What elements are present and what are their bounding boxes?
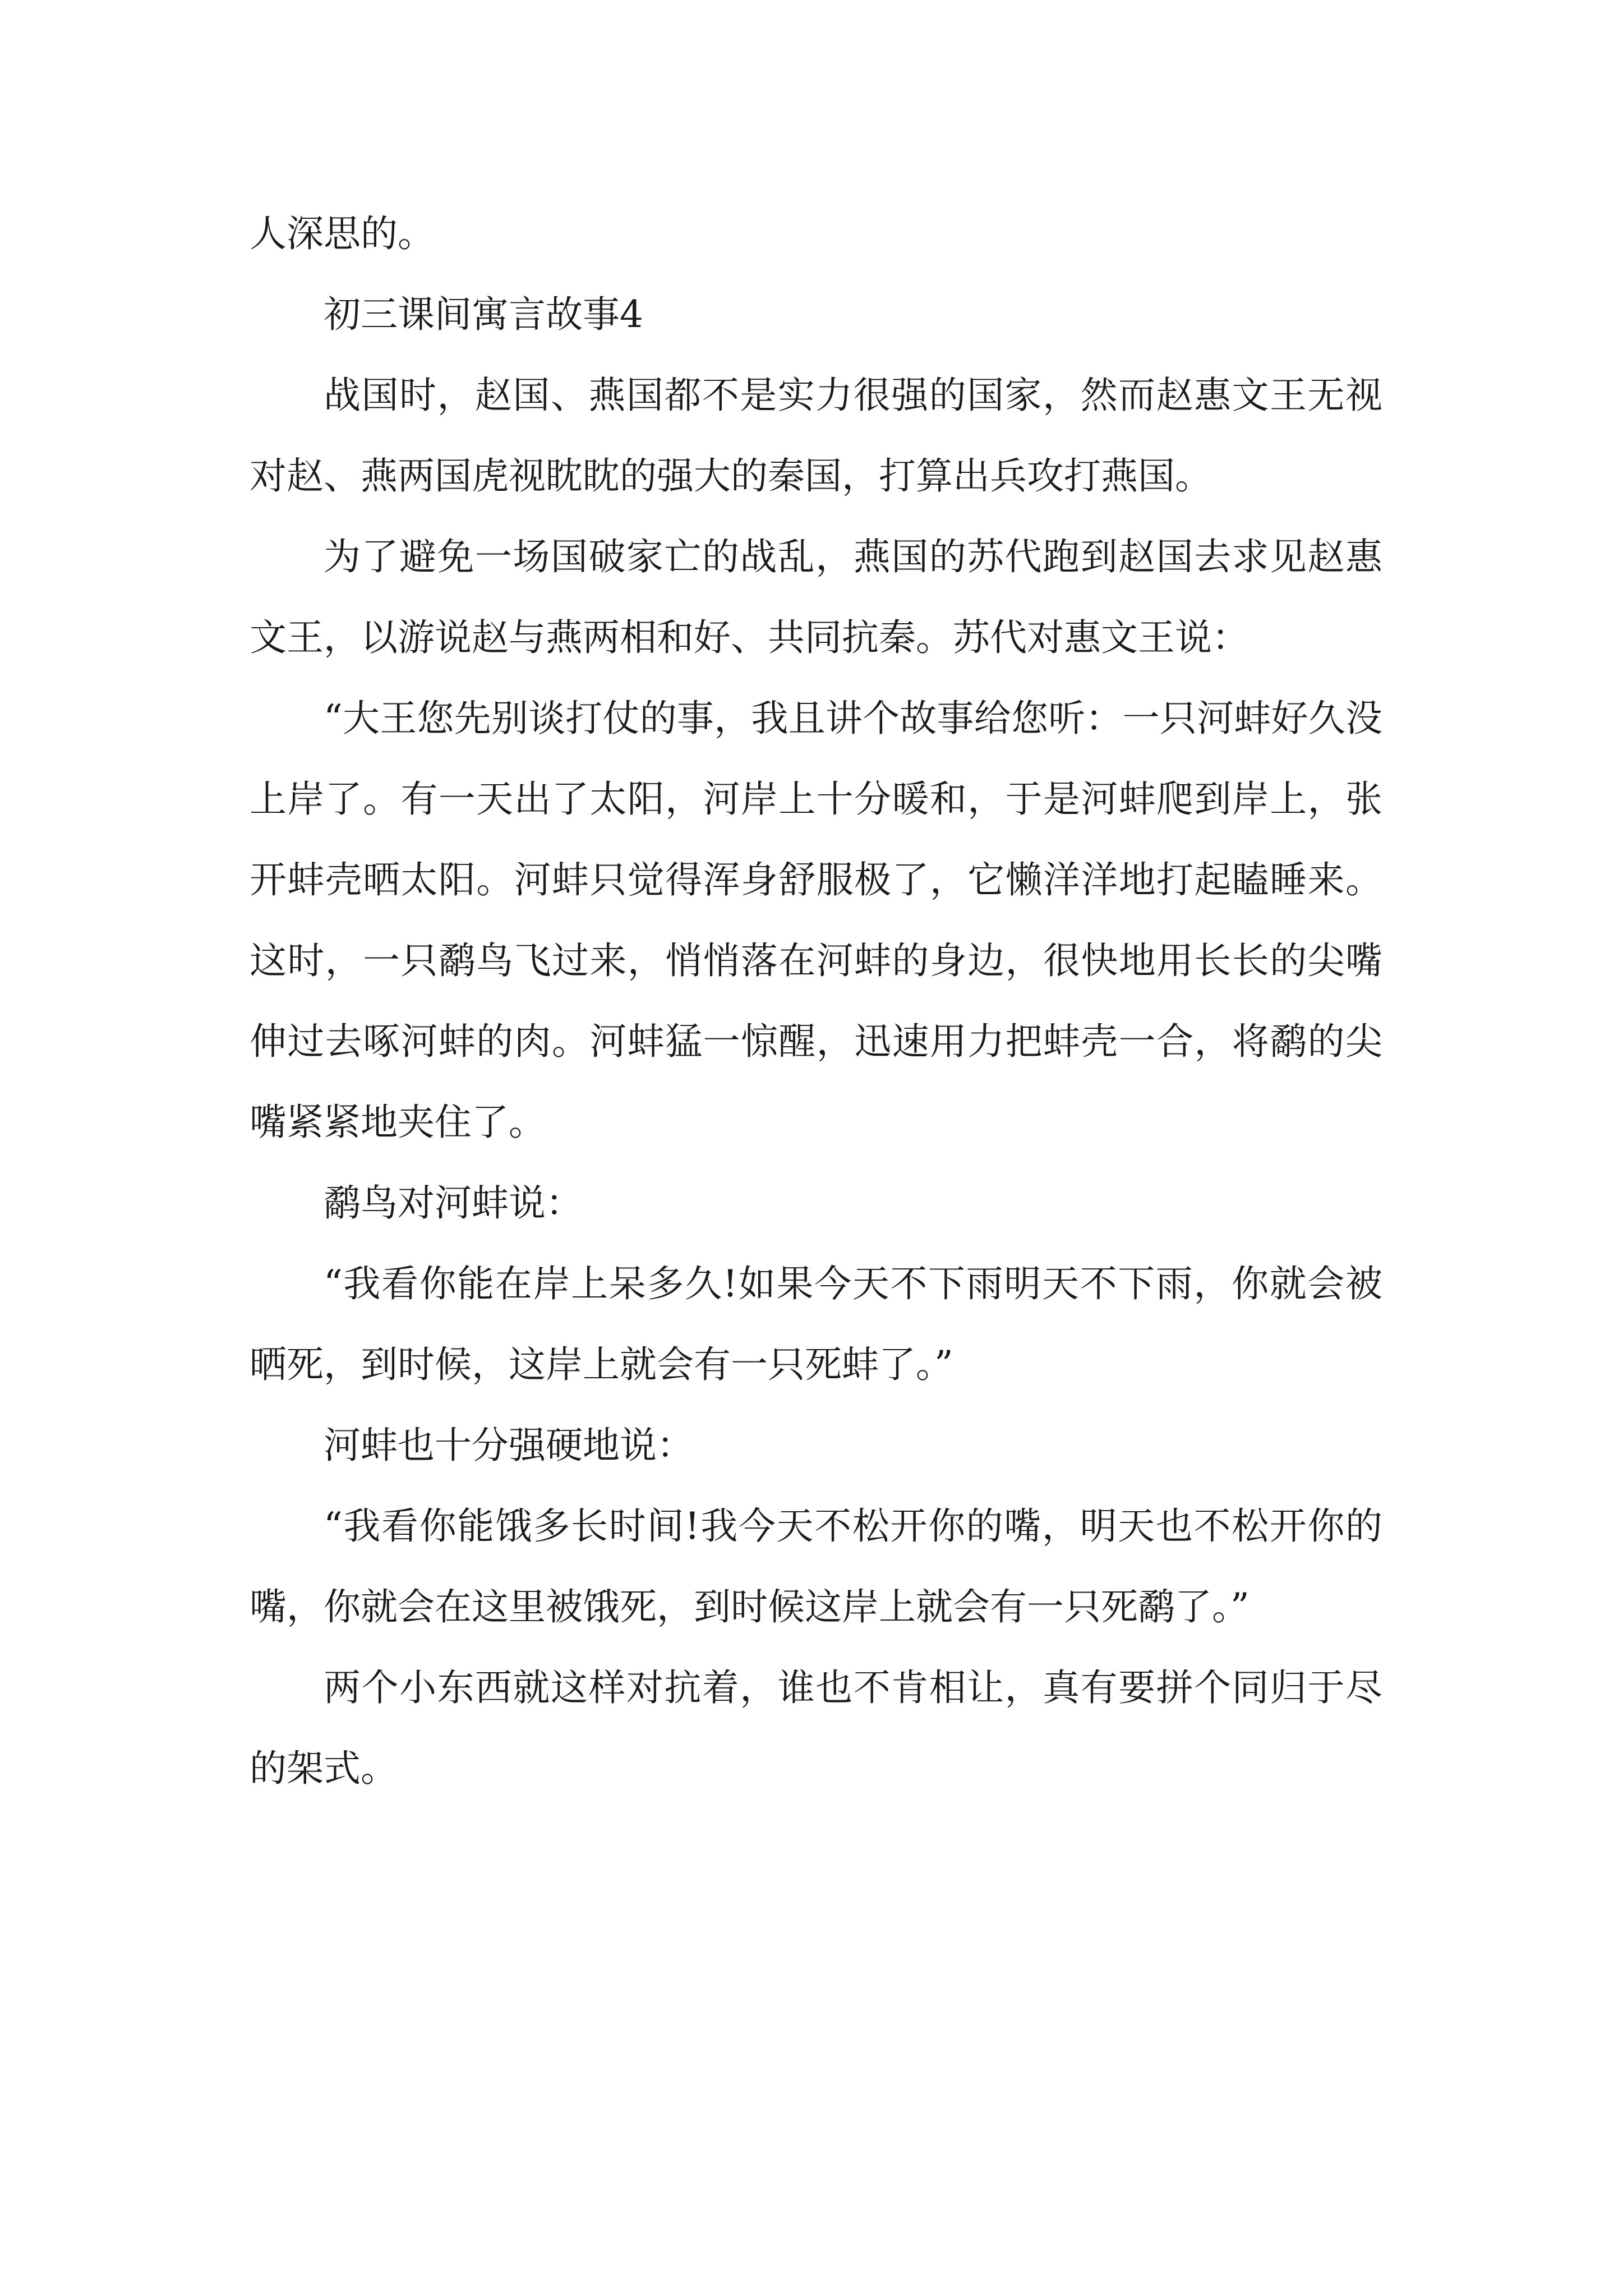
paragraph: 鹬鸟对河蚌说：: [324, 1181, 583, 1225]
document-body: [250, 194, 1382, 1809]
paragraph: 为了避免一场国破家亡的战乱，燕国的苏代跑到赵国去求见赵惠文王，以游说赵与燕两相和好、共同抗秦。苏代对惠文王说：: [250, 535, 1382, 659]
paragraph: 两个小东西就这样对抗着，谁也不肯相让，真有要拼个同归于尽的架式。: [250, 1666, 1382, 1790]
paragraph: “我看你能在岸上呆多久!如果今天不下雨明天不下雨，你就会被晒死，到时候，这岸上就会有一只死蚌了。”: [250, 1262, 1382, 1386]
paragraph: “我看你能饿多长时间!我今天不松开你的嘴，明天也不松开你的嘴，你就会在这里被饿死，到时候这岸上就会有一只死鹬了。”: [250, 1504, 1382, 1628]
paragraph: 战国时，赵国、燕国都不是实力很强的国家，然而赵惠文王无视对赵、燕两国虎视眈眈的强大的秦国，打算出兵攻打燕国。: [250, 374, 1382, 498]
section-heading: 初三课间寓言故事4: [324, 293, 643, 336]
paragraph: 人深思的。: [250, 212, 435, 255]
paragraph: 河蚌也十分强硬地说：: [324, 1424, 694, 1467]
paragraph: “大王您先别谈打仗的事，我且讲个故事给您听：一只河蚌好久没上岸了。有一天出了太阳，河岸上十分暖和，于是河蚌爬到岸上，张开蚌壳晒太阳。河蚌只觉得浑身舒服极了，它懒洋洋地打起瞌睡来。这时，一只鹬鸟飞过来，悄悄落在河蚌的身边，很快地用长长的尖嘴伸过去啄河蚌的肉。河蚌猛一惊醒，迅速用力把蚌壳一合，将鹬的尖嘴紧紧地夹住了。: [250, 697, 1382, 1144]
